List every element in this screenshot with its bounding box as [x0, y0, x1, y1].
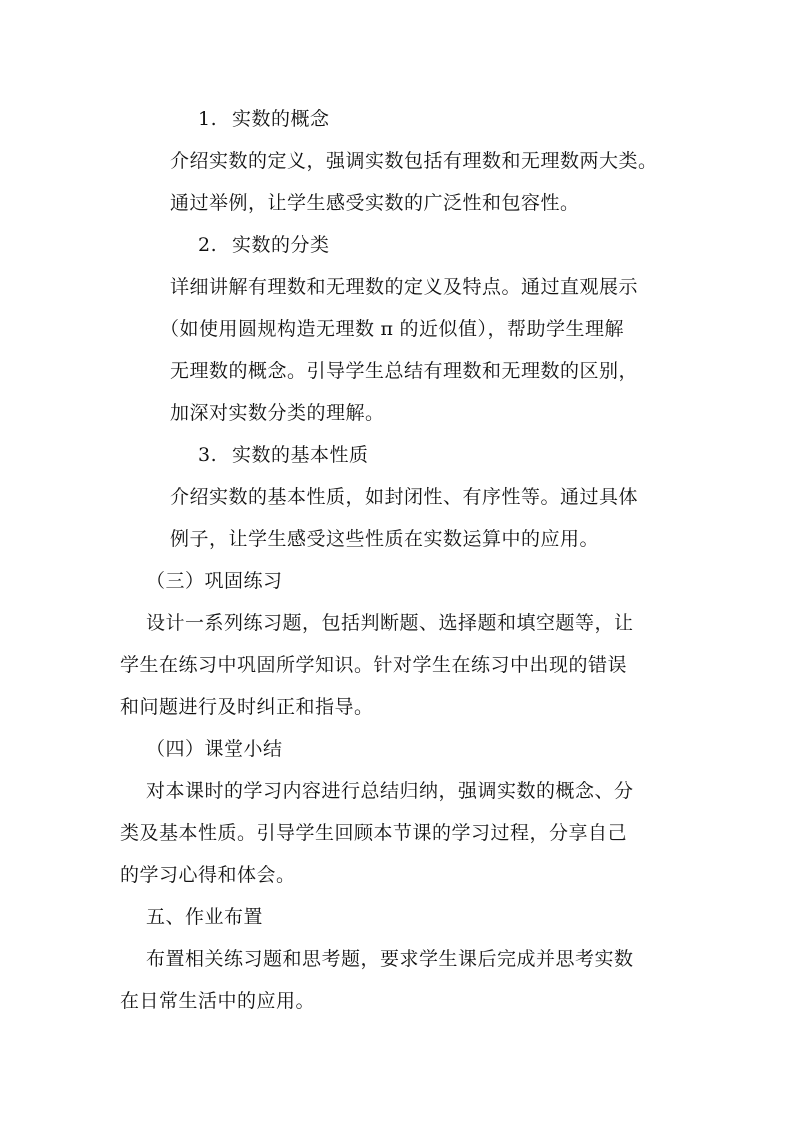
- section-heading: [198, 106, 330, 132]
- paragraph-line: 通过举例，让学生感受实数的广泛性和包容性。: [170, 192, 580, 214]
- paragraph-line: 学生在练习中巩固所学知识。针对学生在练习中出现的错误: [120, 654, 628, 676]
- paragraph-line: 介绍实数的基本性质，如封闭性、有序性等。通过具体: [170, 486, 639, 508]
- pi-symbol: π: [380, 318, 394, 340]
- section-heading: [198, 232, 330, 258]
- section-heading: （三）巩固练习: [146, 570, 283, 592]
- section-heading: [198, 442, 369, 468]
- section-heading: 五、作业布置: [146, 906, 264, 928]
- text-segment: 的近似值），帮助学生理解: [399, 318, 625, 340]
- paragraph-line: 加深对实数分类的理解。: [170, 402, 385, 424]
- paragraph-line: 类及基本性质。引导学生回顾本节课的学习过程，分享自己: [120, 822, 628, 844]
- section-title: 实数的分类: [232, 234, 330, 256]
- section-number: 2.: [198, 234, 218, 256]
- paragraph-line: 设计一系列练习题，包括判断题、选择题和填空题等，让: [146, 612, 634, 634]
- text-segment: （如使用圆规构造无理数: [160, 318, 375, 340]
- section-number: 3.: [198, 444, 218, 466]
- paragraph-line: 介绍实数的定义，强调实数包括有理数和无理数两大类。: [170, 150, 658, 172]
- paragraph-line: [160, 316, 624, 342]
- paragraph-line: 对本课时的学习内容进行总结归纳，强调实数的概念、分: [146, 780, 634, 802]
- section-heading: （四）课堂小结: [146, 738, 283, 760]
- paragraph-line: 和问题进行及时纠正和指导。: [120, 696, 374, 718]
- section-number: 1.: [198, 108, 218, 130]
- paragraph-line: 在日常生活中的应用。: [120, 990, 316, 1012]
- section-title: 实数的基本性质: [232, 444, 369, 466]
- paragraph-line: 无理数的概念。引导学生总结有理数和无理数的区别，: [170, 360, 639, 382]
- paragraph-line: 布置相关练习题和思考题，要求学生课后完成并思考实数: [146, 948, 634, 970]
- paragraph-line: 详细讲解有理数和无理数的定义及特点。通过直观展示: [170, 276, 639, 298]
- paragraph-line: 的学习心得和体会。: [120, 864, 296, 886]
- section-title: 实数的概念: [232, 108, 330, 130]
- paragraph-line: 例子，让学生感受这些性质在实数运算中的应用。: [170, 528, 600, 550]
